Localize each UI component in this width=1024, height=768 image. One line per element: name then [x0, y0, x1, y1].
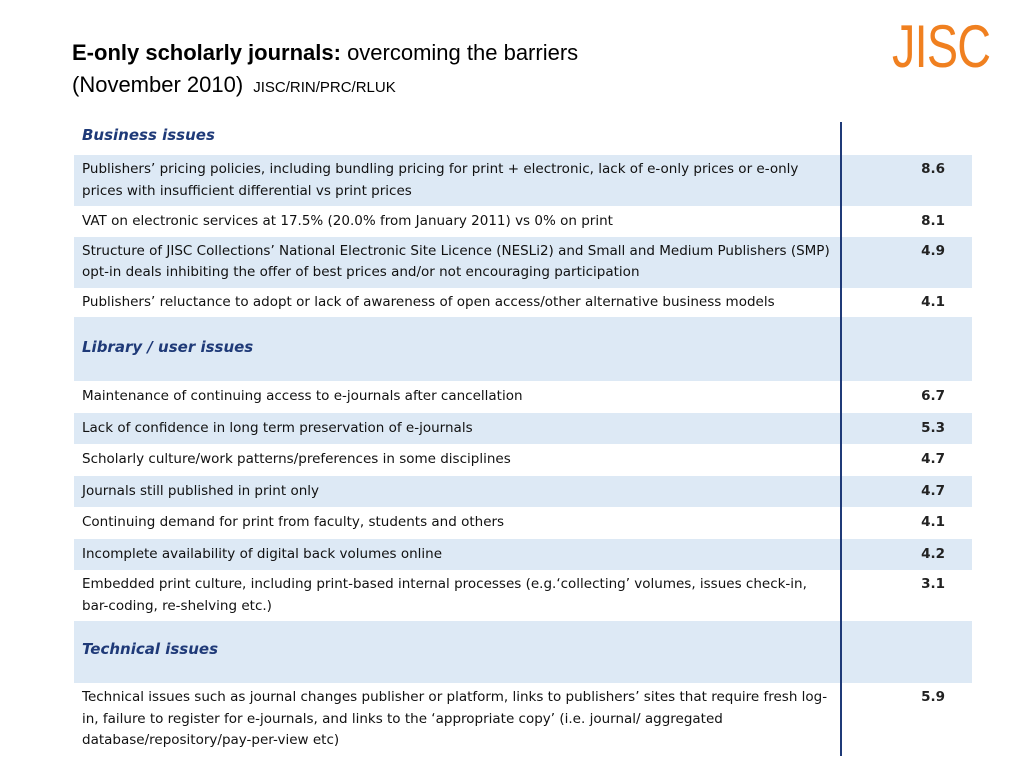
issue-text: Embedded print culture, including print-based internal processes (e.g.‘collecting’ volumes, issues check-in, bar-coding, re-shelving etc.) — [74, 570, 841, 621]
issue-score: 4.1 — [841, 288, 972, 318]
section-heading: Business issues — [74, 122, 841, 155]
issue-text: Publishers’ reluctance to adopt or lack of awareness of open access/other alternative business models — [74, 288, 841, 318]
barriers-table-wrap — [74, 122, 972, 756]
jisc-logo: JISC — [892, 13, 991, 80]
table-row — [74, 413, 972, 445]
issue-text: Continuing demand for print from faculty, students and others — [74, 507, 841, 539]
section-header-technical — [74, 621, 972, 683]
table-row — [74, 288, 972, 318]
issue-text: Technical issues such as journal changes publisher or platform, links to publishers’ sites that require fresh log-in, failure to register for e-journals, and links to the ‘appropriate copy’ (i.e. journal/ aggregated database/repository/pay-per-view etc) — [74, 683, 841, 756]
table-row — [74, 381, 972, 413]
issue-score: 8.1 — [841, 206, 972, 237]
table-row — [74, 237, 972, 288]
issue-score: 4.1 — [841, 507, 972, 539]
title-line-2 — [72, 69, 578, 104]
title-date: (November 2010) — [72, 72, 244, 97]
issue-text: Structure of JISC Collections’ National Electronic Site Licence (NESLi2) and Small and Medium Publishers (SMP) opt-in deals inhibiting the offer of best prices and/or not encouraging participation — [74, 237, 841, 288]
issue-text: Scholarly culture/work patterns/preferences in some disciplines — [74, 444, 841, 476]
issue-score: 5.3 — [841, 413, 972, 445]
table-row — [74, 155, 972, 206]
issue-score: 3.1 — [841, 570, 972, 621]
table-row — [74, 539, 972, 571]
table-row — [74, 683, 972, 756]
issue-text: Lack of confidence in long term preservation of e-journals — [74, 413, 841, 445]
section-heading: Technical issues — [74, 621, 841, 683]
title-bold: E-only scholarly journals: — [72, 40, 341, 65]
title-source: JISC/RIN/PRC/RLUK — [253, 79, 396, 96]
issue-text: VAT on electronic services at 17.5% (20.0% from January 2011) vs 0% on print — [74, 206, 841, 237]
issue-text: Maintenance of continuing access to e-journals after cancellation — [74, 381, 841, 413]
issue-score: 5.9 — [841, 683, 972, 756]
issue-score: 4.2 — [841, 539, 972, 571]
title-line-1 — [72, 37, 578, 69]
issue-score: 6.7 — [841, 381, 972, 413]
table-row — [74, 507, 972, 539]
title-rest: overcoming the barriers — [340, 40, 579, 65]
issue-score: 4.9 — [841, 237, 972, 288]
issue-text: Incomplete availability of digital back volumes online — [74, 539, 841, 571]
section-header-library — [74, 317, 972, 381]
issue-score: 4.7 — [841, 476, 972, 508]
section-header-business — [74, 122, 972, 155]
issue-text: Publishers’ pricing policies, including bundling pricing for print + electronic, lack of e-only prices or e-only prices with insufficient differential vs print prices — [74, 155, 841, 206]
table-row — [74, 570, 972, 621]
table-row — [74, 476, 972, 508]
issue-text: Journals still published in print only — [74, 476, 841, 508]
issue-score: 8.6 — [841, 155, 972, 206]
issue-score: 4.7 — [841, 444, 972, 476]
barriers-table — [74, 122, 972, 756]
table-row — [74, 444, 972, 476]
table-row — [74, 206, 972, 237]
section-heading: Library / user issues — [74, 317, 841, 381]
slide-title — [72, 37, 578, 104]
